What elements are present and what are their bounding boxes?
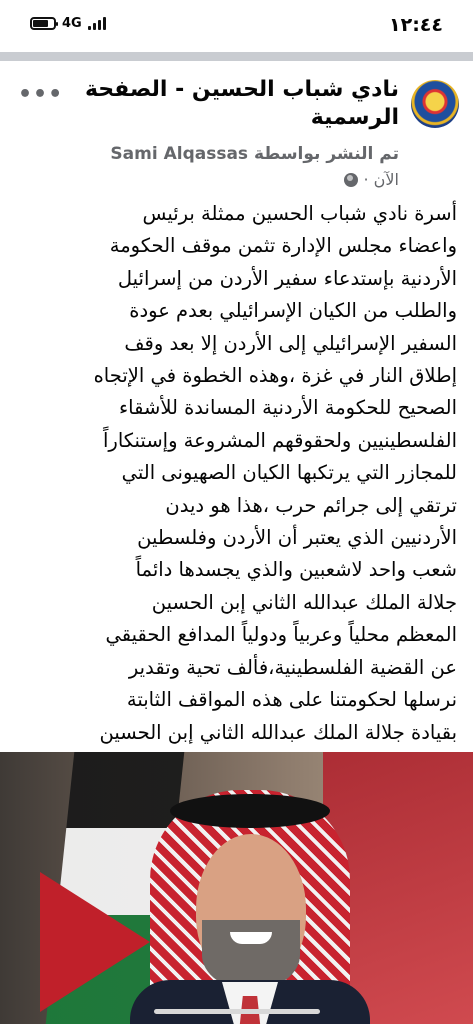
post-text-line: السفير الإسرائيلي إلى الأردن إلا بعد وقف: [124, 331, 457, 355]
post-timestamp[interactable]: الآن ·: [363, 170, 399, 189]
post-text-line: الأردنيين الذي يعتبر أن الأردن وفلسطين: [137, 526, 457, 550]
status-bar: [0, 0, 473, 50]
post-photo[interactable]: [0, 752, 473, 1024]
globe-icon: [344, 173, 358, 187]
more-options-icon[interactable]: •••: [18, 82, 64, 107]
post-text-line: والطلب من الكيان الإسرائيلي بعدم عودة: [129, 299, 457, 323]
page-name[interactable]: نادي شباب الحسين - الصفحة الرسمية: [84, 77, 399, 130]
post-text-line: الفلسطينيين ولحقوقهم المشروعة وإستنكاراً: [103, 428, 457, 452]
post-text-line: إطلاق النار في غزة ،وهذه الخطوة في الإتجاه: [93, 364, 457, 388]
post-text-line: واعضاء مجلس الإدارة تثمن موقف الحكومة: [109, 234, 457, 258]
feed-separator: [0, 52, 473, 61]
status-time: ١٢:٤٤: [389, 14, 443, 36]
post-text-line: نرسلها لحكومتنا على هذه المواقف الثابتة: [126, 688, 457, 712]
post-text-line: شعب واحد لاشعبين والذي يجسدها دائماً: [135, 558, 457, 582]
smile: [230, 932, 272, 944]
post-text-line: عن القضية الفلسطينية،فألف تحية وتقدير: [128, 655, 457, 679]
post-text-line: ترتقي إلى جرائم حرب ،هذا هو ديدن: [165, 493, 457, 517]
post-text-line: أسرة نادي شباب الحسين ممثلة برئيس: [142, 202, 457, 225]
post-meta: [344, 170, 400, 189]
home-indicator[interactable]: [154, 1009, 320, 1014]
network-type: 4G: [62, 16, 82, 31]
post-text-line: الصحيح للحكومة الأردنية المساندة للأشقاء: [119, 396, 457, 420]
portrait: [130, 770, 370, 1024]
status-indicators: [30, 16, 106, 31]
post-text: [16, 198, 457, 781]
signal-icon: [88, 17, 106, 30]
page-avatar[interactable]: [411, 80, 459, 128]
battery-icon: [30, 17, 56, 30]
post-text-line: المعظم محلياً وعربياً ودولياً المدافع الحقيقي: [105, 623, 457, 647]
post-byline: تم النشر بواسطة Sami Alqassas: [110, 144, 399, 164]
post-text-line: جلالة الملك عبدالله الثاني إبن الحسين: [151, 590, 457, 614]
post-header: [0, 64, 473, 194]
post-text-line: الأردنية بإستدعاء سفير الأردن من إسرائيل: [117, 266, 457, 290]
post-text-line: للمجازر التي يرتكبها الكيان الصهيونى التي: [121, 461, 457, 485]
agal: [170, 794, 330, 828]
post-text-line: بقيادة جلالة الملك عبدالله الثاني إبن الحسين: [99, 720, 457, 744]
